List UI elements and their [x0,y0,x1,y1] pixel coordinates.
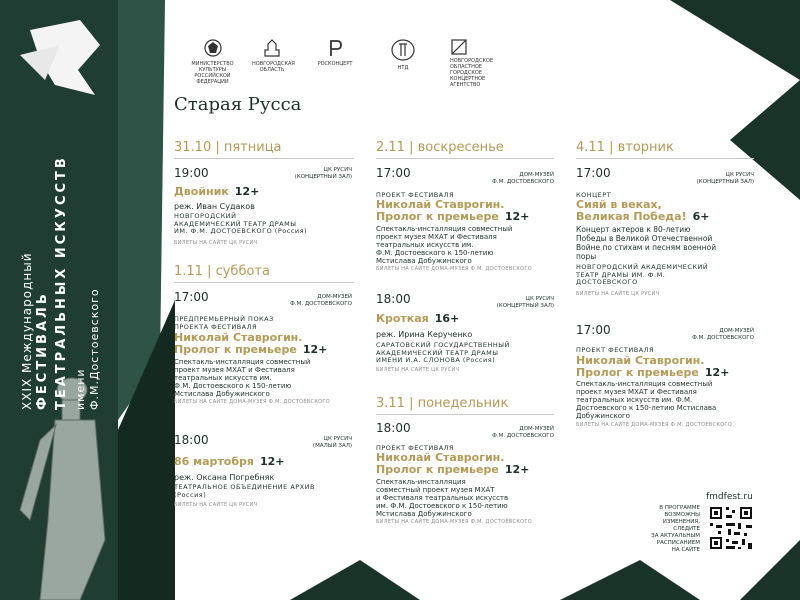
divider [576,158,754,159]
partner-logos [190,38,510,88]
event-organization: НОВГОРОДСКИЙ АКАДЕМИЧЕСКИЙ ТЕАТР ДРАМЫ ИМ. Ф.М. ДОСТОЕВСКОГО (Россия) [174,212,308,235]
divider [376,414,554,415]
event-venue: ДОМ-МУЗЕЙ Ф.М. ДОСТОЕВСКОГО [692,328,754,341]
event-venue: ЦК РУСИЧ (КОНЦЕРТНЫЙ ЗАЛ) [496,296,554,309]
event-venue: ЦК РУСИЧ (КОНЦЕРТНЫЙ ЗАЛ) [696,172,754,185]
ticket-info: БИЛЕТЫ НА САЙТЕ ДОМА-МУЗЕЯ Ф.М. ДОСТОЕВСКОГО [376,519,532,525]
website-link[interactable]: fmdfest.ru [706,492,753,502]
theatre-logo: НТД [388,38,418,71]
event-venue: ДОМ-МУЗЕЙ Ф.М. ДОСТОЕВСКОГО [492,172,554,185]
event-time: 17:00 [576,323,611,337]
event-description: Спектакль-инсталляция совместный проект музея МХАТ и Фестиваля театральных искусств им. Ф.М. Достоевского к 150-летию Мстислава Добужинского [376,478,509,518]
event-organization: ТЕАТРАЛЬНОЕ ОБЪЕДИНЕНИЕ АРХИВ (Россия) [174,483,315,499]
event-pretitle: ПРЕДПРЕМЬЕРНЫЙ ПОКАЗ ПРОЕКТА ФЕСТИВАЛЯ [174,315,274,331]
event-description: Спектакль-инсталляция совместный проект музея МХАТ и Фестиваля театральных искусств им. Ф.М. Достоевского к 150-летию Мстислава Добужинского [576,380,717,420]
event-pretitle: ПРОЕКТ ФЕСТИВАЛЯ [576,346,655,354]
event-title: 86 мартобря 12+ [174,455,285,468]
event-venue: ДОМ-МУЗЕЙ Ф.М. ДОСТОЕВСКОГО [290,294,352,307]
event-title: Николай Ставрогин. Пролог к премьере 12+ [174,331,328,356]
event-director: реж. Иван Судаков [174,202,255,211]
event-title: Николай Ставрогин. Пролог к премьере 12+ [576,354,730,379]
event-organization: САРАТОВСКИЙ ГОСУДАРСТВЕННЫЙ АКАДЕМИЧЕСКИЙ ТЕАТР ДРАМЫ ИМЕНИ И.А. СЛОНОВА (Россия) [376,341,510,364]
program-notice: В ПРОГРАММЕ ВОЗМОЖНЫ ИЗМЕНЕНИЯ, СЛЕДИТЕ ЗА АКТУАЛЬНЫМ РАСПИСАНИЕМ НА САЙТЕ [651,505,700,553]
event-director: реж. Ирина Керученко [376,330,473,339]
ticket-info: БИЛЕТЫ НА САЙТЕ ЦК РУСИЧ [174,240,258,246]
divider [174,158,354,159]
crest-logo: МИНИСТЕРСТВО КУЛЬТУРЫ РОССИЙСКОЙ ФЕДЕРАЦИИ [190,38,235,85]
ticket-info: БИЛЕТЫ НА САЙТЕ ДОМА-МУЗЕЯ Ф.М. ДОСТОЕВСКОГО [376,266,532,272]
event-time: 18:00 [376,292,411,306]
ticket-info: БИЛЕТЫ НА САЙТЕ ЦК РУСИЧ [376,367,460,373]
event-title: Кроткая 16+ [376,312,460,325]
theatre-icon [390,38,416,62]
ticket-info: БИЛЕТЫ НА САЙТЕ ДОМА-МУЗЕЯ Ф.М. ДОСТОЕВСКОГО [174,399,330,405]
festival-line-4: имени [74,368,87,410]
event-description: Концерт актеров к 80-летию Победы в Великой Отечественной Войне по стихам и песням военной поры [576,225,717,261]
event-venue: ЦК РУСИЧ (МАЛЫЙ ЗАЛ) [312,436,352,449]
event-organization: НОВГОРОДСКИЙ АКАДЕМИЧЕСКИЙ ТЕАТР ДРАМЫ ИМ. Ф.М. ДОСТОЕВСКОГО [576,263,709,286]
event-time: 18:00 [174,433,209,447]
roskoncert-icon [325,38,345,58]
event-time: 19:00 [174,166,209,180]
festival-line-2: ФЕСТИВАЛЬ [35,291,50,410]
day-heading-01-11: 1.11 | суббота [174,264,270,279]
festival-line-1: XXIX Международный [20,252,34,410]
event-pretitle: ПРОЕКТ ФЕСТИВАЛЯ [376,191,455,199]
event-title: Николай Ставрогин. Пролог к премьере 12+ [376,451,530,476]
day-heading-03-11: 3.11 | понедельник [376,396,509,411]
divider [376,158,554,159]
event-venue: ЦК РУСИЧ (КОНЦЕРТНЫЙ ЗАЛ) [294,167,352,180]
ticket-info: БИЛЕТЫ НА САЙТЕ ДОМА-МУЗЕЯ Ф.М. ДОСТОЕВСКОГО [576,422,732,428]
event-description: Спектакль-инсталляция совместный проект музея МХАТ и Фестиваля театральных искусств им. Ф.М. Достоевского к 150-летию Мстислава Добужинского [376,225,513,265]
event-title: Двойник 12+ [174,185,260,198]
day-heading-31-10: 31.10 | пятница [174,140,282,155]
event-venue: ДОМ-МУЗЕЙ Ф.М. ДОСТОЕВСКОГО [492,426,554,439]
philharmonic-logo: НОВГОРОДСКОЕ ОБЛАСТНОЕ ГОРОДСКОЕ КОНЦЕРТНОЕ АГЕНТСТВО [450,38,505,88]
roskoncert-logo: РОСКОНЦЕРТ [315,38,355,67]
city-title: Старая Русса [174,94,302,115]
event-time: 18:00 [376,421,411,435]
festival-line-5: Ф.М.Достоевского [88,288,101,410]
event-time: 17:00 [376,166,411,180]
ticket-info: БИЛЕТЫ НА САЙТЕ ЦК РУСИЧ [174,502,258,508]
event-title: Николай Ставрогин. Пролог к премьере 12+ [376,198,530,223]
event-time: 17:00 [576,166,611,180]
day-heading-04-11: 4.11 | вторник [576,140,674,155]
festival-line-3: ТЕАТРАЛЬНЫХ ИСКУССТВ [54,155,69,410]
event-description: Спектакль-инсталляция совместный проект музея МХАТ и Фестиваля театральных искусств им. Ф.М. Достоевского к 150-летию Мстислава Добужинского [174,358,311,398]
event-time: 17:00 [174,290,209,304]
crest-icon [203,38,223,58]
event-pretitle: КОНЦЕРТ [576,191,612,199]
event-director: реж. Оксана Погребняк [174,473,275,482]
event-pretitle: ПРОЕКТ ФЕСТИВАЛЯ [376,444,455,452]
novgorod-logo: НОВГОРОДСКАЯ ОБЛАСТЬ [252,38,292,73]
divider [174,282,354,283]
kremlin-icon [262,38,282,58]
qr-code-icon[interactable] [708,505,754,551]
philharmonic-icon [450,38,468,56]
ticket-info: БИЛЕТЫ НА САЙТЕ ЦК РУСИЧ [576,291,660,297]
event-title: Сияй в веках, Великая Победа! 6+ [576,198,710,223]
day-heading-02-11: 2.11 | воскресенье [376,140,504,155]
